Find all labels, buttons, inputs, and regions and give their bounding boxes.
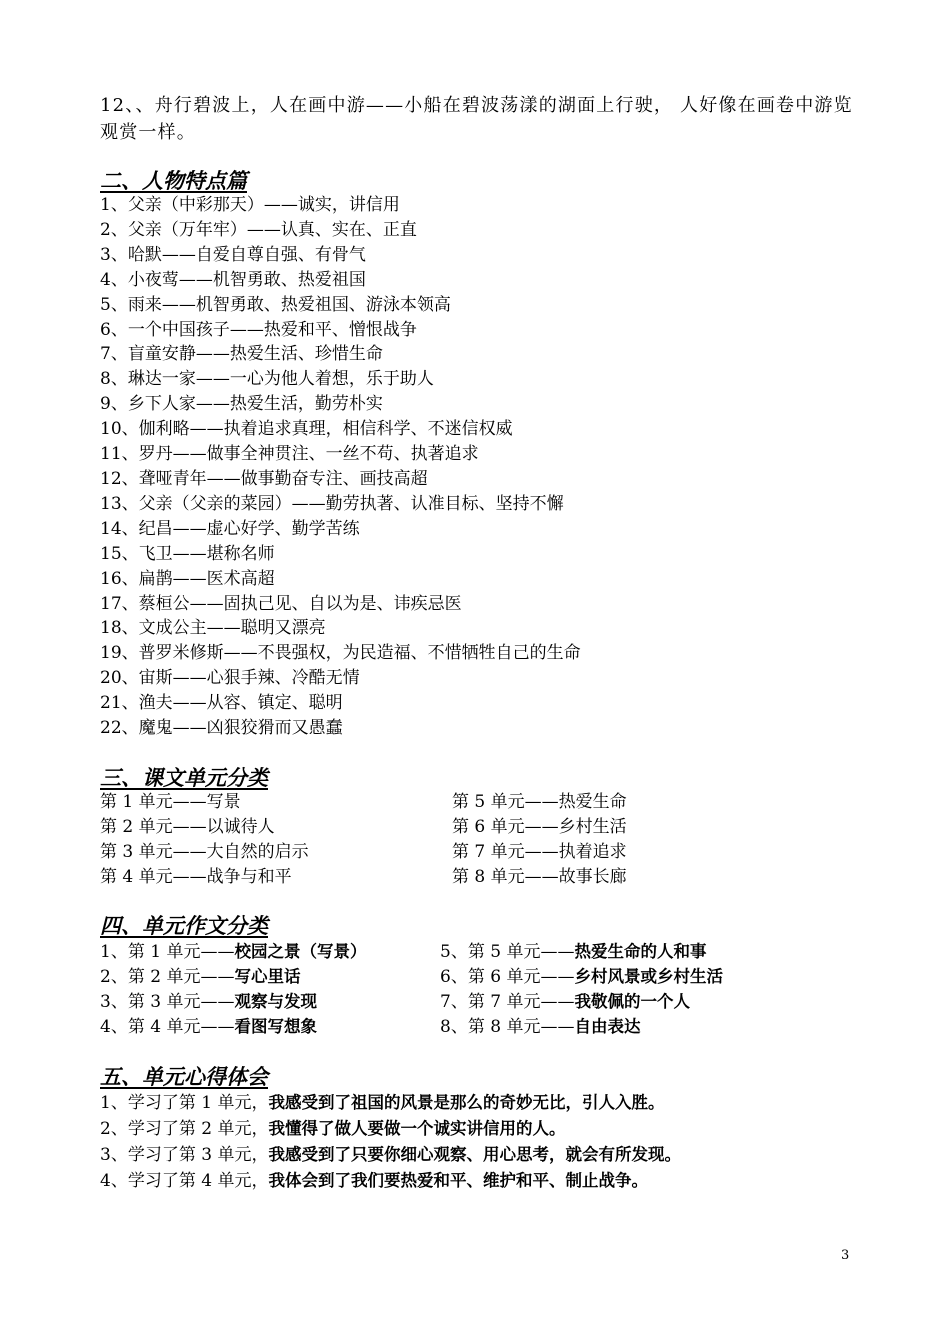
table-cell xyxy=(100,939,366,965)
intro-paragraph: 12、、舟行碧波上，人在画中游——小船在碧波荡漾的湖面上行驶， 人好像在画卷中游览观赏一样。 xyxy=(100,95,853,143)
table-cell xyxy=(100,989,317,1015)
table-cell xyxy=(100,1014,317,1040)
cell-prefix: 5、第 5 单元—— xyxy=(440,942,575,962)
list-item: 3、哈默——自爱自尊自强、有骨气 xyxy=(100,244,366,265)
character-traits-list xyxy=(100,193,581,741)
item-bold-text: 我懂得了做人要做一个诚实讲信用的人。 xyxy=(268,1119,566,1138)
table-cell xyxy=(440,1014,640,1040)
list-item: 8、琳达一家——一心为他人着想，乐于助人 xyxy=(100,369,434,390)
list-item: 6、一个中国孩子——热爱和平、憎恨战争 xyxy=(100,319,417,340)
cell-prefix: 8、第 8 单元—— xyxy=(440,1017,575,1037)
cell-bold-text: 观察与发现 xyxy=(234,992,317,1011)
cell-prefix: 4、第 4 单元—— xyxy=(100,1017,235,1037)
item-bold-text: 我感受到了只要你细心观察、用心思考，就会有所发现。 xyxy=(268,1145,681,1164)
table-row xyxy=(100,1014,820,1039)
item-prefix: 4、学习了第 4 单元， xyxy=(100,1171,269,1191)
table-cell: 第 2 单元——以诚待人 xyxy=(100,817,275,837)
section-heading-compositions: 四、单元作文分类 xyxy=(100,913,268,938)
unit-classification-table xyxy=(100,790,800,890)
table-cell: 第 1 单元——写景 xyxy=(100,792,241,812)
table-cell xyxy=(440,989,690,1015)
cell-bold-text: 热爱生命的人和事 xyxy=(574,942,707,961)
list-item: 20、宙斯——心狠手辣、冷酷无情 xyxy=(100,668,360,689)
list-item: 13、父亲（父亲的菜园）——勤劳执著、认准目标、坚持不懈 xyxy=(100,493,564,514)
list-item: 17、蔡桓公——固执己见、自以为是、讳疾忌医 xyxy=(100,593,462,614)
table-row xyxy=(100,939,820,964)
table-cell xyxy=(440,964,723,990)
table-cell: 第 8 单元——故事长廊 xyxy=(452,867,627,887)
item-prefix: 3、学习了第 3 单元， xyxy=(100,1145,269,1165)
list-item: 21、渔夫——从容、镇定、聪明 xyxy=(100,693,343,714)
list-item: 4、小夜莺——机智勇敢、热爱祖国 xyxy=(100,269,366,290)
item-prefix: 1、学习了第 1 单元， xyxy=(100,1093,269,1113)
section-heading-units: 三、课文单元分类 xyxy=(100,765,268,790)
table-cell: 第 5 单元——热爱生命 xyxy=(452,792,627,812)
section-heading-characters: 二、人物特点篇 xyxy=(100,168,247,193)
list-item: 19、普罗米修斯——不畏强权，为民造福、不惜牺牲自己的生命 xyxy=(100,643,581,664)
composition-classification-table xyxy=(100,939,820,1039)
table-row xyxy=(100,840,800,865)
cell-prefix: 7、第 7 单元—— xyxy=(440,992,575,1012)
table-row xyxy=(100,989,820,1014)
table-row xyxy=(100,790,800,815)
item-prefix: 2、学习了第 2 单元， xyxy=(100,1119,269,1139)
list-item xyxy=(100,1116,681,1142)
list-item: 22、魔鬼——凶狠狡猾而又愚蠢 xyxy=(100,718,343,739)
cell-prefix: 3、第 3 单元—— xyxy=(100,992,235,1012)
cell-bold-text: 自由表达 xyxy=(574,1017,641,1036)
list-item: 14、纪昌——虚心好学、勤学苦练 xyxy=(100,518,360,539)
table-cell: 第 7 单元——执着追求 xyxy=(452,842,627,862)
list-item: 2、父亲（万年牢）——认真、实在、正直 xyxy=(100,219,417,240)
list-item xyxy=(100,1090,681,1116)
table-cell xyxy=(440,939,706,965)
cell-bold-text: 看图写想象 xyxy=(234,1017,317,1036)
list-item: 12、聋哑青年——做事勤奋专注、画技高超 xyxy=(100,468,428,489)
table-cell: 第 4 单元——战争与和平 xyxy=(100,867,292,887)
cell-prefix: 6、第 6 单元—— xyxy=(440,967,575,987)
list-item: 18、文成公主——聪明又漂亮 xyxy=(100,618,326,639)
item-bold-text: 我体会到了我们要热爱和平、维护和平、制止战争。 xyxy=(268,1171,648,1190)
cell-prefix: 1、第 1 单元—— xyxy=(100,942,235,962)
section-heading-reflections: 五、单元心得体会 xyxy=(100,1064,268,1089)
table-cell xyxy=(100,964,300,990)
table-cell: 第 3 单元——大自然的启示 xyxy=(100,842,309,862)
list-item xyxy=(100,1142,681,1168)
table-row xyxy=(100,815,800,840)
list-item: 9、乡下人家——热爱生活，勤劳朴实 xyxy=(100,394,383,415)
list-item: 15、飞卫——堪称名师 xyxy=(100,543,275,564)
list-item: 7、盲童安静——热爱生活、珍惜生命 xyxy=(100,344,383,365)
cell-prefix: 2、第 2 单元—— xyxy=(100,967,235,987)
list-item xyxy=(100,1168,681,1194)
table-row xyxy=(100,865,800,890)
list-item: 5、雨来——机智勇敢、热爱祖国、游泳本领高 xyxy=(100,294,451,315)
item-bold-text: 我感受到了祖国的风景是那么的奇妙无比，引人入胜。 xyxy=(268,1093,665,1112)
list-item: 16、扁鹊——医术高超 xyxy=(100,568,275,589)
cell-bold-text: 校园之景（写景） xyxy=(234,942,367,961)
list-item: 1、父亲（中彩那天）——诚实，讲信用 xyxy=(100,195,400,215)
cell-bold-text: 我敬佩的一个人 xyxy=(574,992,690,1011)
list-item: 11、罗丹——做事全神贯注、一丝不苟、执著追求 xyxy=(100,444,479,465)
page-number: 3 xyxy=(841,1248,850,1263)
list-item: 10、伽利略——执着追求真理，相信科学、不迷信权威 xyxy=(100,419,513,440)
unit-reflections-list xyxy=(100,1090,681,1194)
table-row xyxy=(100,964,820,989)
cell-bold-text: 写心里话 xyxy=(234,967,301,986)
table-cell: 第 6 单元——乡村生活 xyxy=(452,817,627,837)
cell-bold-text: 乡村风景或乡村生活 xyxy=(574,967,723,986)
